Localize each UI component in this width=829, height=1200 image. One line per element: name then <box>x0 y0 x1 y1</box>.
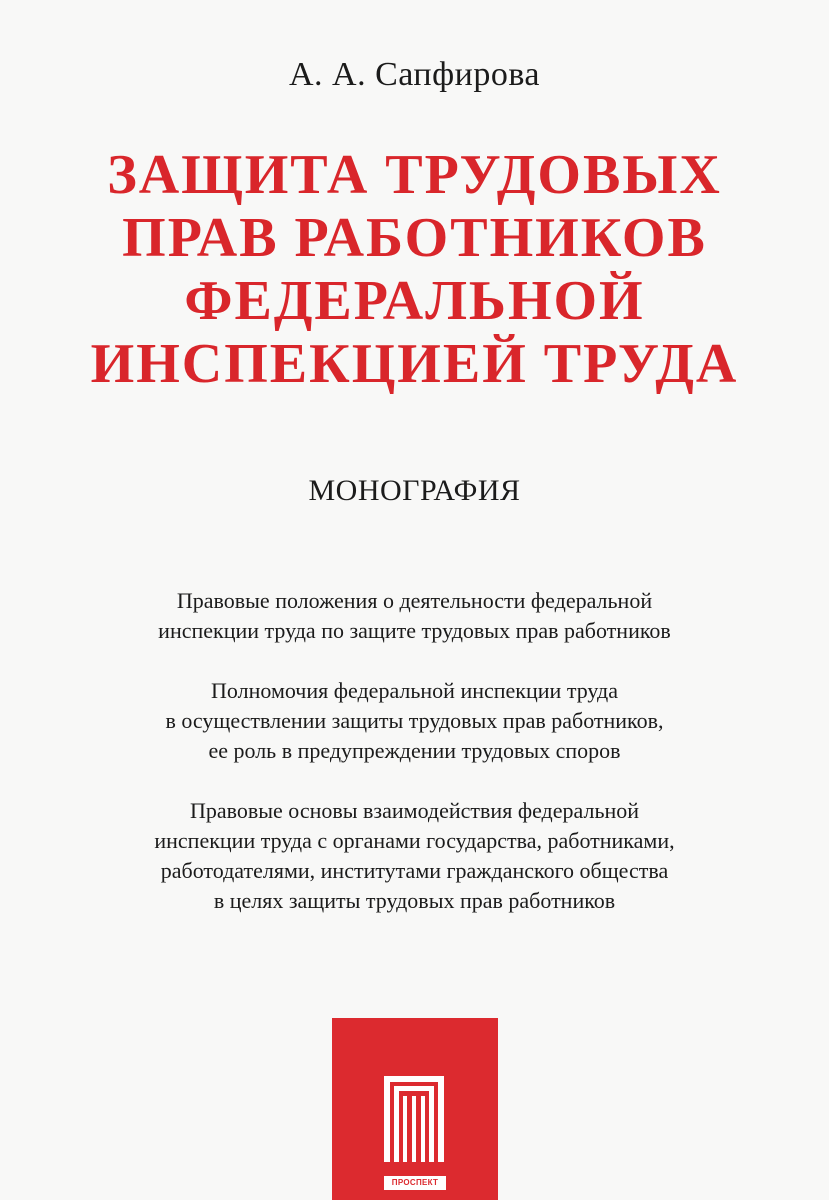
title-line: ЗАЩИТА ТРУДОВЫХ <box>107 144 722 206</box>
book-title <box>0 144 829 396</box>
description-line: ее роль в предупреждении трудовых споров <box>208 738 621 763</box>
description-line: Полномочия федеральной инспекции труда <box>211 678 618 703</box>
publisher-logo <box>332 1018 498 1200</box>
description-line: Правовые положения о деятельности федеральной <box>176 588 653 613</box>
title-line: ФЕДЕРАЛЬНОЙ <box>184 270 645 332</box>
description-line: инспекции труда по защите трудовых прав работников <box>158 618 671 643</box>
description-line: инспекции труда с органами государства, работниками, <box>154 828 675 853</box>
author-name: А. А. Сапфирова <box>288 56 541 93</box>
description-line: Правовые основы взаимодействия федеральной <box>189 798 640 823</box>
publisher-name: ПРОСПЕКТ <box>384 1176 446 1190</box>
description-paragraph <box>0 676 829 766</box>
description-line: в осуществлении защиты трудовых прав работников, <box>165 708 664 733</box>
description-line: работодателями, институтами гражданского общества <box>160 858 669 883</box>
title-line: ПРАВ РАБОТНИКОВ <box>122 207 707 269</box>
description-line: в целях защиты трудовых прав работников <box>213 888 616 913</box>
description-paragraph <box>0 586 829 646</box>
genre-label: МОНОГРАФИЯ <box>308 474 521 507</box>
building-icon <box>382 1074 446 1164</box>
description-paragraph <box>0 796 829 916</box>
title-line: ИНСПЕКЦИЕЙ ТРУДА <box>90 333 739 395</box>
